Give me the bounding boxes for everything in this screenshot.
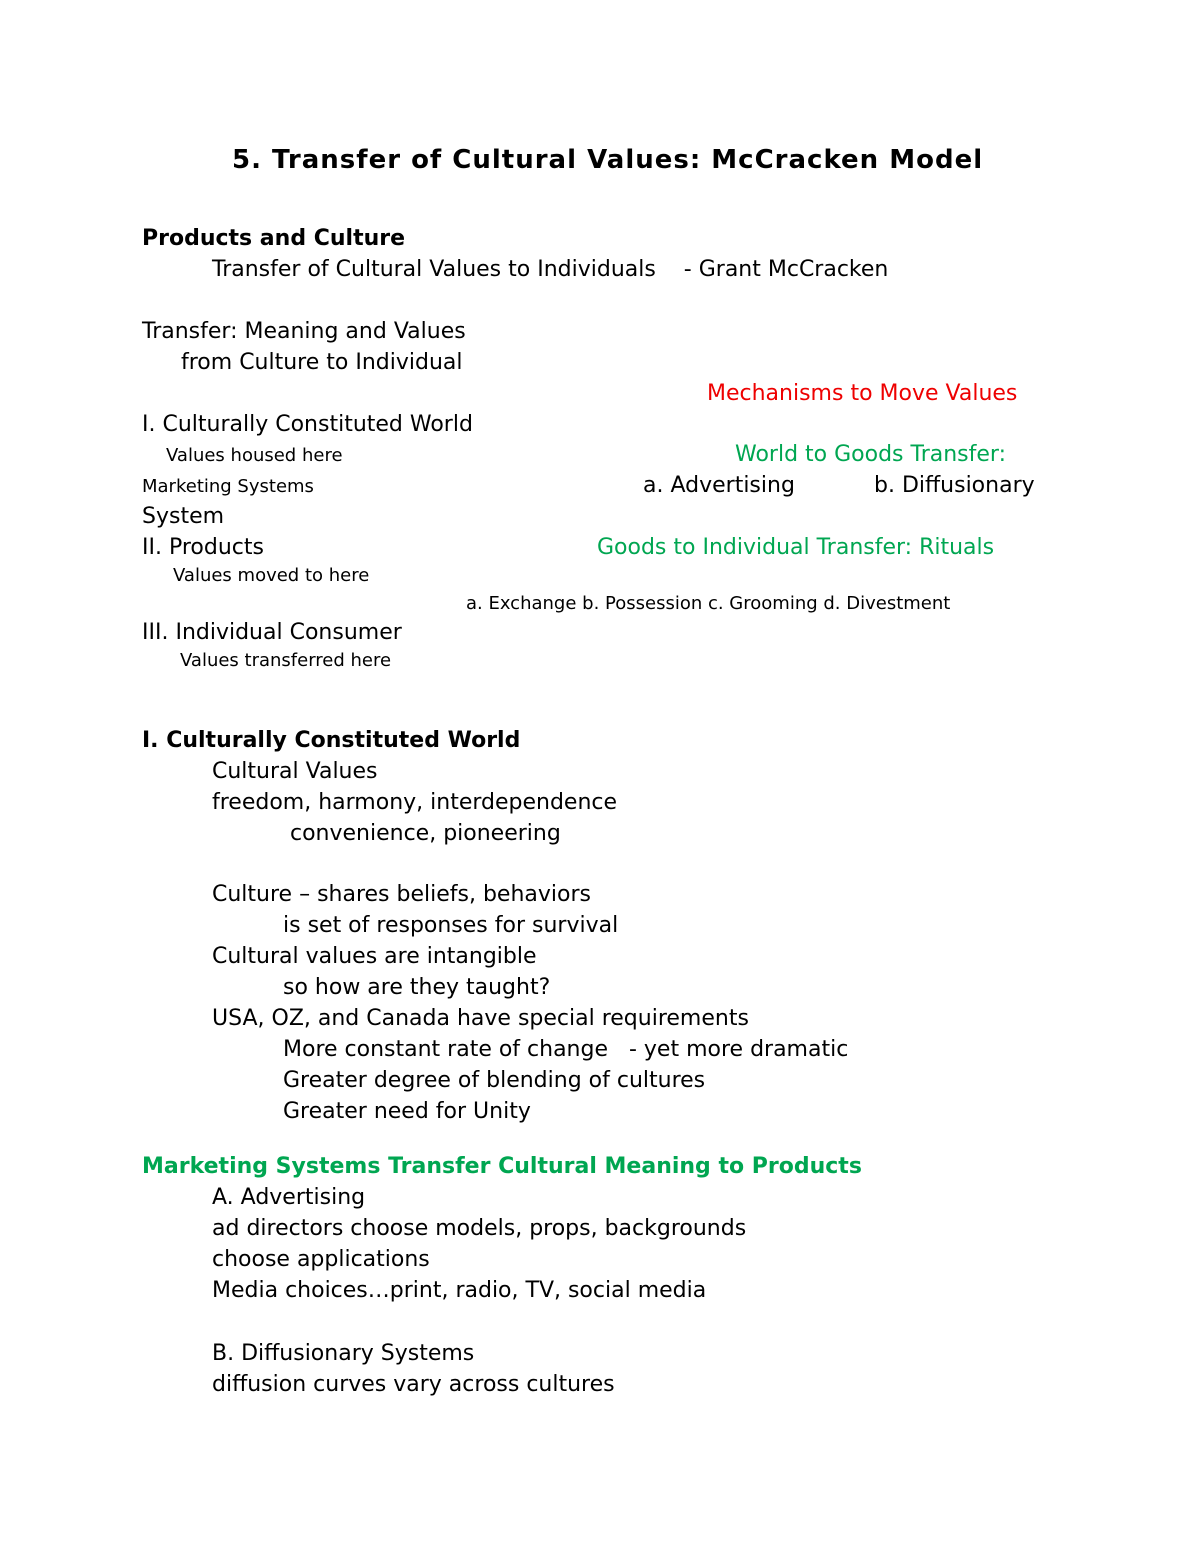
section-1-line: Culture – shares beliefs, behaviors (212, 882, 591, 907)
diffusionary-line: diffusion curves vary across cultures (212, 1372, 615, 1397)
transfer-line-2: from Culture to Individual (181, 350, 463, 375)
products-culture-heading: Products and Culture (142, 226, 406, 251)
rituals-list: a. Exchange b. Possession c. Grooming d. Divestment (466, 593, 951, 614)
advertising-title: A. Advertising (212, 1185, 366, 1210)
document-title: 5. Transfer of Cultural Values: McCracken Model (232, 145, 984, 175)
level-1-note: Values housed here (166, 445, 343, 466)
section-1-line: Cultural values are intangible (212, 944, 537, 969)
mechanisms-heading: Mechanisms to Move Values (707, 381, 1018, 406)
level-2-label: II. Products (142, 535, 264, 560)
section-1-line: so how are they taught? (283, 975, 551, 1000)
section-1-heading: I. Culturally Constituted World (142, 728, 521, 753)
advertising-line: Media choices…print, radio, TV, social media (212, 1278, 707, 1303)
level-3-note: Values transferred here (180, 650, 392, 671)
section-1-line: Greater degree of blending of cultures (283, 1068, 706, 1093)
diffusionary-title: B. Diffusionary Systems (212, 1341, 475, 1366)
system-label: System (142, 504, 225, 529)
marketing-systems-label: Marketing Systems (142, 476, 314, 497)
advertising-line: choose applications (212, 1247, 430, 1272)
world-to-goods-heading: World to Goods Transfer: (735, 442, 1006, 467)
section-1-line: is set of responses for survival (283, 913, 619, 938)
level-1-label: I. Culturally Constituted World (142, 412, 473, 437)
goods-to-individual-heading: Goods to Individual Transfer: Rituals (597, 535, 995, 560)
transfer-line-1: Transfer: Meaning and Values (142, 319, 466, 344)
advertising-item: a. Advertising (643, 473, 795, 498)
diffusionary-item: b. Diffusionary (874, 473, 1035, 498)
level-3-label: III. Individual Consumer (142, 620, 402, 645)
section-1-line: More constant rate of change - yet more dramatic (283, 1037, 849, 1062)
section-1-line: convenience, pioneering (290, 821, 561, 846)
section-1-line: Cultural Values (212, 759, 378, 784)
section-2-heading: Marketing Systems Transfer Cultural Meaning to Products (142, 1154, 862, 1179)
section-1-line: Greater need for Unity (283, 1099, 531, 1124)
section-1-line: USA, OZ, and Canada have special requirements (212, 1006, 749, 1031)
level-2-note: Values moved to here (173, 565, 370, 586)
overview-subtitle: Transfer of Cultural Values to Individuals - Grant McCracken (212, 257, 889, 282)
section-1-line: freedom, harmony, interdependence (212, 790, 618, 815)
advertising-line: ad directors choose models, props, backgrounds (212, 1216, 747, 1241)
